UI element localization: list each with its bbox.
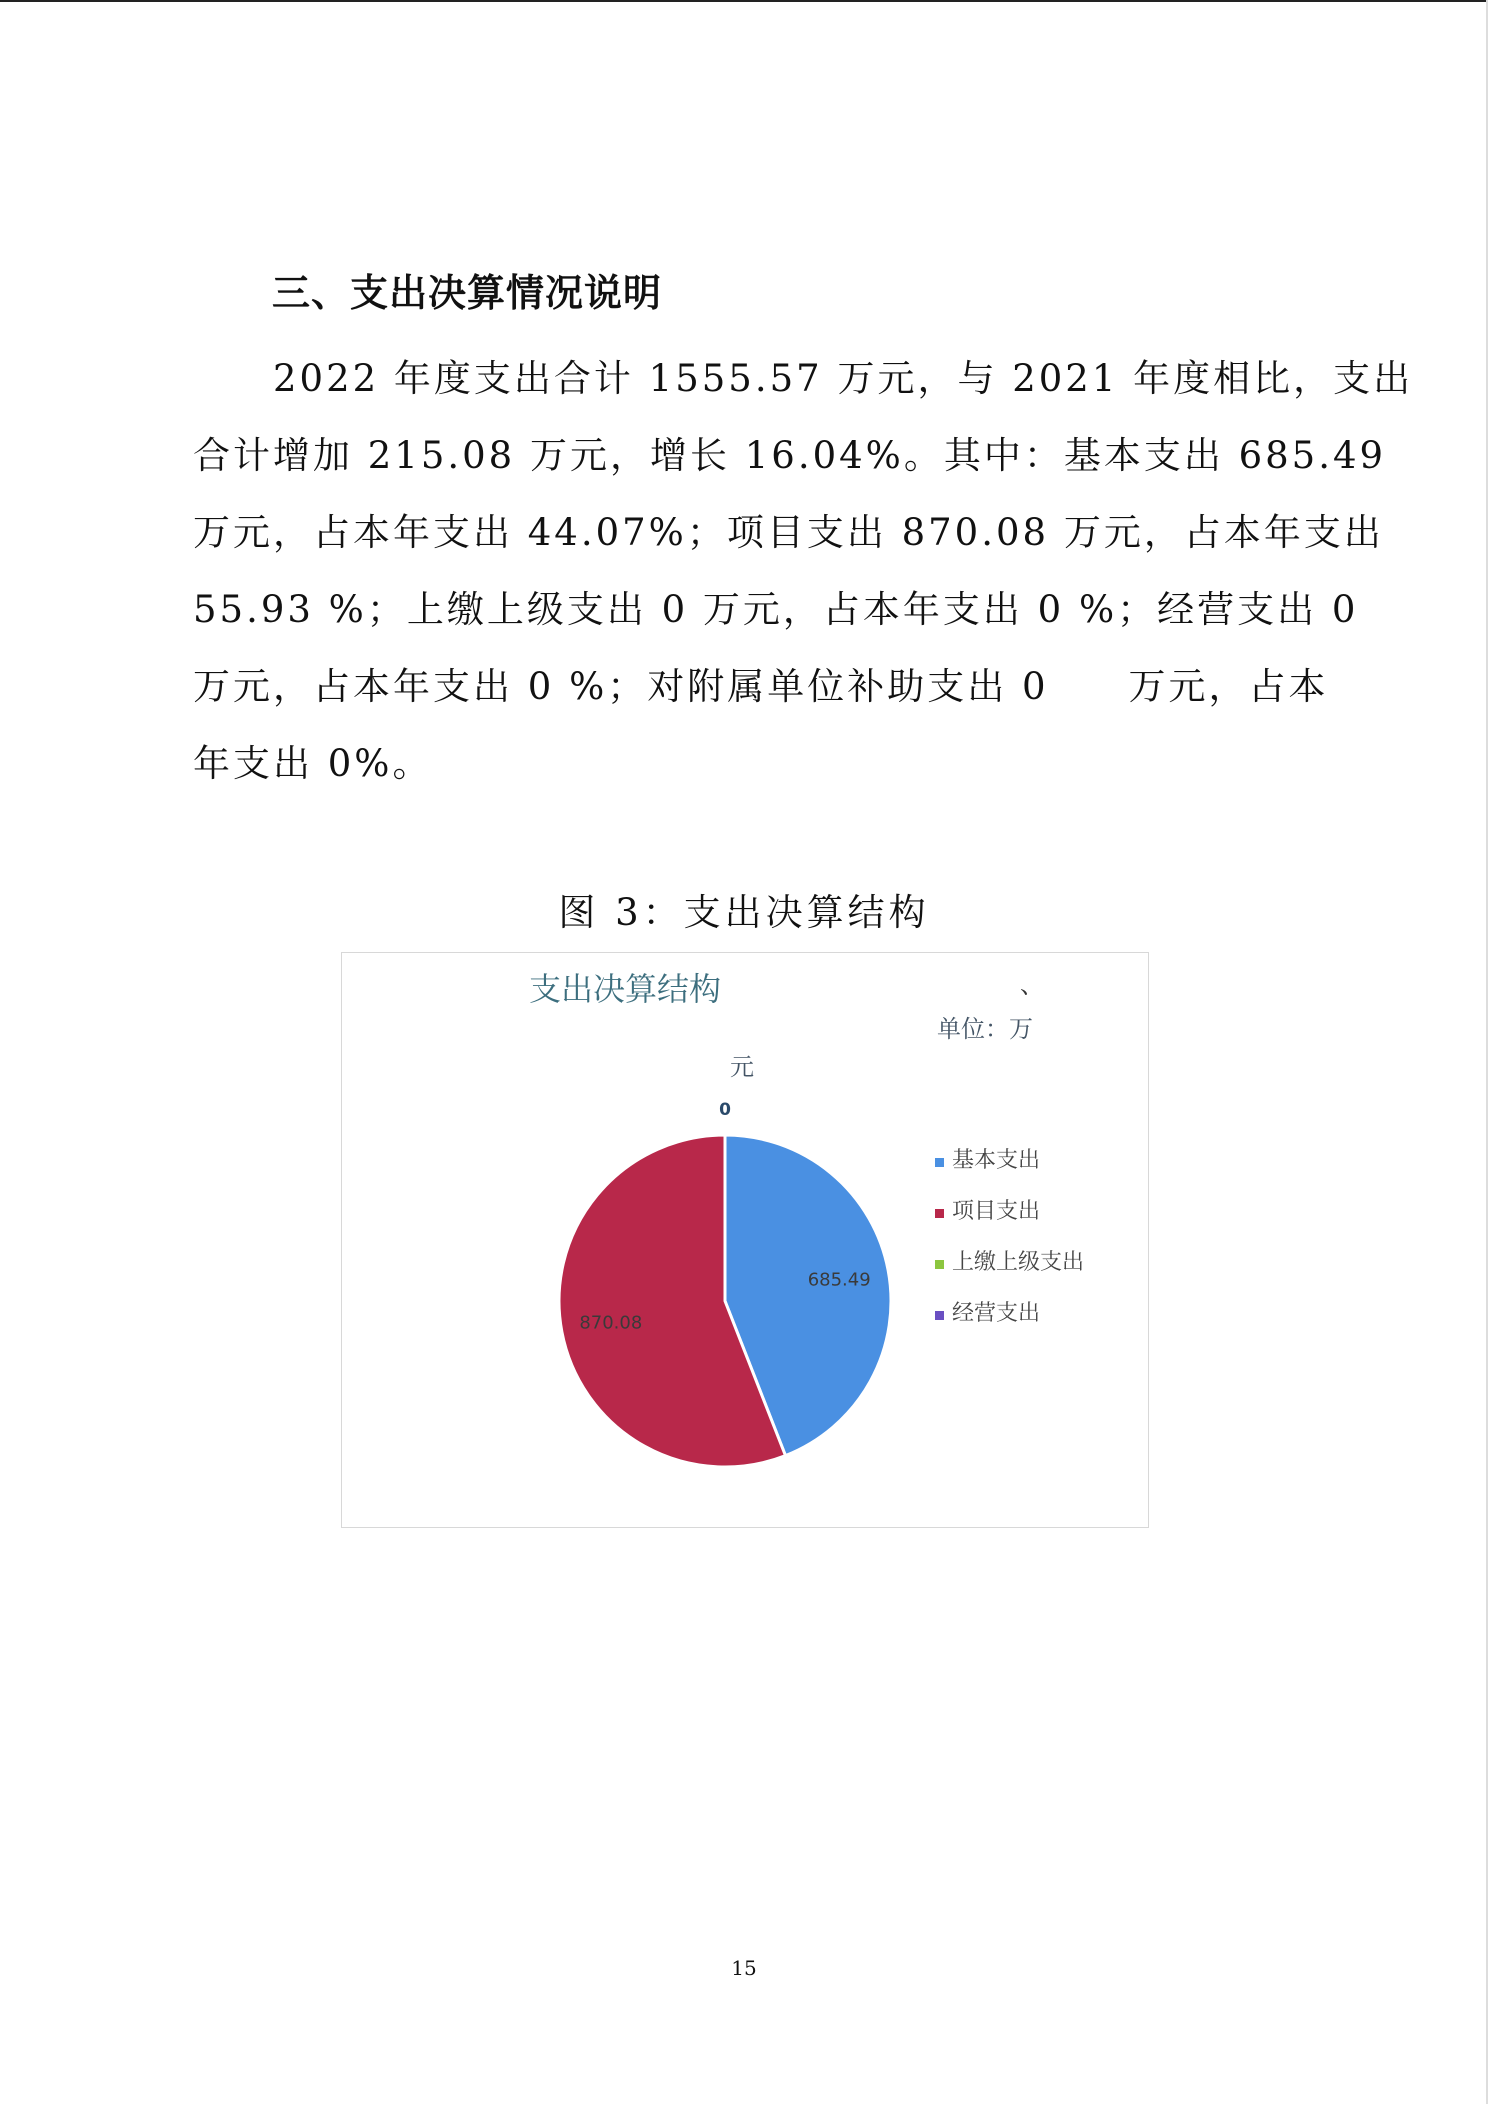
pie-data-label-2: 870.08 (579, 1312, 643, 1334)
paragraph-line: 55.93 %；上缴上级支出 0 万元，占本年支出 0 %；经营支出 0 (193, 588, 1359, 631)
legend-label-2: 项目支出 (952, 1199, 1041, 1224)
pie-slices (559, 1135, 891, 1467)
chart-legend (935, 1148, 1084, 1326)
paragraph-line: 年支出 0%。 (193, 742, 433, 785)
paragraph-line: 合计增加 215.08 万元，增长 16.04%。其中：基本支出 685.49 (193, 434, 1387, 477)
legend-swatch-4 (935, 1311, 944, 1320)
body-paragraph (193, 340, 1414, 802)
pie-data-label-1: 685.49 (807, 1269, 871, 1291)
legend-label-1: 基本支出 (952, 1148, 1041, 1173)
pie-data-label-3: 0 (719, 1100, 731, 1120)
section-heading: 三、支出决算情况说明 (272, 271, 663, 315)
paragraph-line: 2022 年度支出合计 1555.57 万元，与 2021 年度相比，支出 (273, 357, 1414, 400)
page-number: 15 (731, 1956, 757, 1980)
paragraph-line: 万元，占本年支出 0 %；对附属单位补助支出 0 万元，占本 (193, 665, 1329, 708)
pie-chart-frame (341, 952, 1149, 1528)
unit-label-tail: 元 (730, 1053, 754, 1081)
legend-swatch-3 (935, 1260, 944, 1269)
legend-swatch-1 (935, 1158, 944, 1167)
figure-caption: 图 3：支出决算结构 (558, 891, 930, 934)
stray-mark: 、 (1020, 971, 1044, 999)
legend-label-4: 经营支出 (952, 1301, 1041, 1326)
paragraph-line: 万元，占本年支出 44.07%；项目支出 870.08 万元，占本年支出 (193, 511, 1384, 554)
top-border (0, 0, 1488, 2)
pie-chart (342, 953, 1148, 1527)
chart-title: 支出决算结构 (528, 970, 722, 1008)
legend-swatch-2 (935, 1209, 944, 1218)
unit-label: 单位：万 (937, 1015, 1033, 1043)
legend-label-3: 上缴上级支出 (952, 1250, 1085, 1275)
